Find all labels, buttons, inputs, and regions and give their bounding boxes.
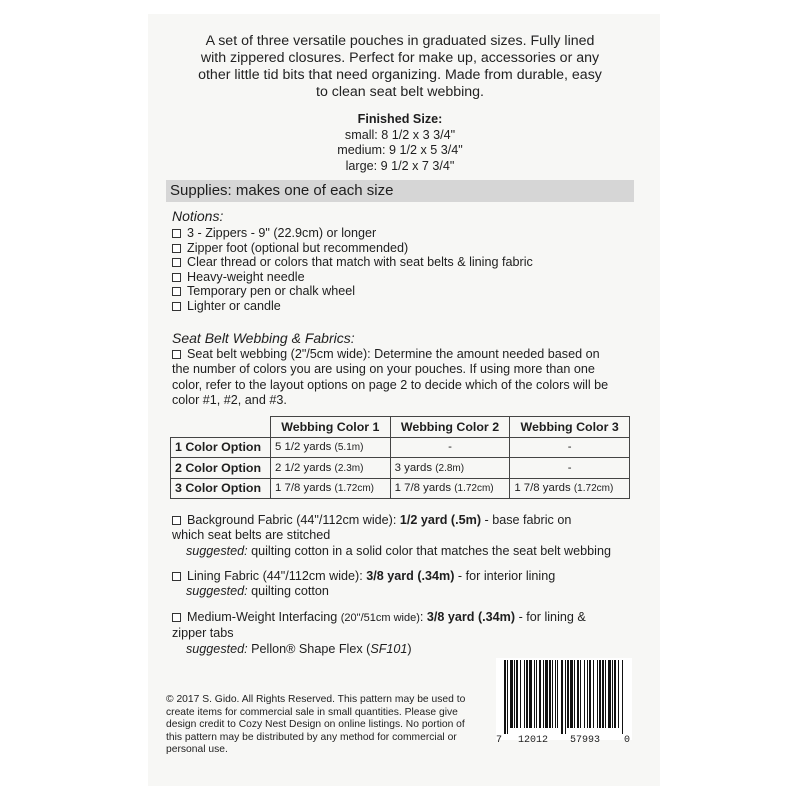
notion-text: Clear thread or colors that match with seat belts & lining fabric (187, 255, 533, 270)
yardage: 1 7/8 yards (275, 482, 332, 495)
barcode-bar (605, 660, 606, 728)
barcode-bar (536, 660, 537, 728)
suggestion-text: Pellon® Shape Flex ( (247, 641, 371, 656)
webbing-desc-line: color #1, #2, and #3. (172, 393, 287, 408)
table-cell (271, 437, 391, 458)
barcode-bar (612, 660, 613, 728)
yardage: 3 yards (394, 461, 433, 474)
barcode-bar (584, 660, 585, 728)
table-cell (390, 478, 510, 499)
metric: (1.72cm) (573, 483, 614, 495)
table-cell: - (510, 458, 630, 479)
webbing-title: Seat Belt Webbing & Fabrics: (172, 330, 355, 346)
fabric-width: (20"/51cm wide) (340, 612, 420, 624)
intro-line: with zippered closures. Perfect for make up, accessories or any (200, 50, 600, 66)
barcode-bar (608, 660, 611, 728)
barcode-bar (516, 660, 518, 728)
webbing-description (172, 347, 632, 409)
list-item (172, 299, 533, 314)
copyright-line: this pattern may be distributed by any method for commercial or (166, 731, 457, 743)
barcode-bar (567, 660, 569, 728)
metric: (5.1m) (334, 442, 364, 454)
barcode-lead-digit: 7 (496, 735, 503, 746)
fabric-line (172, 569, 628, 584)
finished-size-small: small: 8 1/2 x 3 3/4" (344, 127, 456, 142)
barcode-bar (593, 660, 594, 728)
fabric-text: - for interior lining (454, 569, 556, 583)
fabric-line: which seat belts are stitched (172, 528, 331, 543)
table-cell (390, 458, 510, 479)
barcode-bar (622, 660, 623, 734)
barcode-bar (504, 660, 506, 734)
table-row (171, 458, 630, 479)
finished-size-title: Finished Size: (357, 112, 443, 126)
row-label: 3 Color Option (171, 478, 271, 499)
fabric-text: Medium-Weight Interfacing (187, 610, 341, 624)
table-corner (171, 417, 271, 438)
notion-text: Lighter or candle (187, 298, 281, 313)
webbing-options-table (170, 416, 630, 499)
barcode-bar (545, 660, 548, 728)
metric: (2.3m) (334, 462, 364, 474)
fabric-text: - base fabric on (481, 513, 572, 527)
table-header: Webbing Color 1 (271, 417, 391, 438)
supplies-heading: Supplies: makes one of each size (166, 180, 634, 202)
barcode-bar (565, 660, 566, 734)
checkbox-icon[interactable] (172, 287, 181, 296)
yardage: 1 7/8 yards (514, 482, 571, 495)
table-cell (271, 458, 391, 479)
barcode-bar (552, 660, 553, 728)
yardage: 5 1/2 yards (275, 441, 332, 454)
metric: (1.72cm) (334, 483, 374, 495)
list-item (172, 270, 533, 285)
barcode-bar (555, 660, 556, 728)
metric: (2.8m) (435, 462, 465, 474)
barcode-bar (539, 660, 541, 728)
suggestion-line (172, 584, 628, 599)
fabric-text: Lining Fabric (44"/112cm wide): (187, 569, 367, 583)
copyright-line: personal use. (166, 744, 228, 756)
suggestion-text: ) (407, 641, 412, 656)
fabric-line (172, 513, 628, 528)
copyright-line: © 2017 S. Gido. All Rights Reserved. This pattern may be used to (166, 694, 466, 705)
yardage: 1 7/8 yards (394, 482, 452, 495)
checkbox-icon[interactable] (172, 350, 181, 359)
barcode-right-digits: 57993 (570, 735, 601, 746)
barcode-bar (597, 660, 598, 728)
row-label: 1 Color Option (171, 437, 271, 458)
suggestion-line (172, 544, 628, 559)
barcode-bar (580, 660, 581, 728)
table-cell (510, 478, 630, 499)
notion-text: 3 - Zippers - 9" (22.9cm) or longer (187, 226, 377, 240)
checkbox-icon[interactable] (172, 273, 181, 282)
row-label: 2 Color Option (171, 458, 271, 479)
barcode-bar (602, 660, 604, 728)
barcode-bars (500, 660, 628, 734)
intro-paragraph (172, 33, 628, 101)
finished-size-medium: medium: 9 1/2 x 5 3/4" (337, 143, 463, 157)
suggestion-text: quilting cotton (247, 584, 329, 599)
fabric-amount: 3/8 yard (.34m) (366, 569, 455, 583)
intro-line: other little tid bits that need organizing. Made from durable, easy (198, 67, 602, 83)
checkbox-icon[interactable] (172, 258, 181, 267)
table-header-row (171, 417, 630, 438)
intro-line: A set of three versatile pouches in graduated sizes. Fully lined (205, 33, 595, 49)
table-cell: - (390, 437, 510, 458)
notion-text: Temporary pen or chalk wheel (187, 284, 355, 299)
barcode-check-digit: 0 (624, 735, 631, 746)
fabric-text: : (419, 610, 427, 624)
checkbox-icon[interactable] (172, 244, 181, 253)
barcode-bar (529, 660, 532, 728)
suggestion-text: quilting cotton in a solid color that matches the seat belt webbing (247, 543, 611, 558)
copyright-line: design credit to Cozy Nest Design on online listings. No portion of (166, 719, 465, 731)
webbing-desc-line (172, 347, 632, 362)
list-item (172, 226, 533, 241)
barcode-bar (507, 660, 508, 734)
barcode-bar (570, 660, 573, 728)
table-header: Webbing Color 2 (390, 417, 510, 438)
suggested-label: suggested: (186, 543, 248, 558)
checkbox-icon[interactable] (172, 572, 181, 581)
barcode-bar (514, 660, 515, 728)
copyright-notice (166, 694, 482, 757)
list-item (172, 241, 533, 256)
fabric-amount: 3/8 yard (.34m) (426, 610, 516, 624)
webbing-desc-line: color, refer to the layout options on page 2 to decide which of the colors will be (172, 377, 609, 392)
notion-text: Zipper foot (optional but recommended) (187, 240, 409, 255)
barcode-bar (577, 660, 579, 728)
table-cell: - (510, 437, 630, 458)
table-row (171, 478, 630, 499)
intro-line: to clean seat belt webbing. (316, 84, 484, 100)
suggested-label: suggested: (186, 584, 248, 599)
barcode-bar (614, 660, 616, 728)
barcode-bar (520, 660, 521, 728)
barcode-bar (557, 660, 558, 728)
fabric-text: - for lining & (515, 610, 586, 624)
product-code: SF101 (370, 641, 408, 656)
yardage: 2 1/2 yards (275, 461, 332, 474)
checkbox-icon[interactable] (172, 516, 181, 525)
checkbox-icon[interactable] (172, 613, 181, 622)
barcode-bar (549, 660, 551, 728)
upc-barcode (496, 658, 632, 746)
notions-list (172, 226, 533, 314)
lining-fabric-item (172, 569, 628, 600)
fabric-line (172, 610, 628, 626)
barcode-bar (599, 660, 601, 728)
barcode-bar (618, 660, 619, 728)
table-header: Webbing Color 3 (510, 417, 630, 438)
finished-size-large: large: 9 1/2 x 7 3/4" (345, 158, 455, 173)
webbing-desc-text: Seat belt webbing (2"/5cm wide): Determine the amount needed based on (187, 347, 600, 361)
list-item (172, 255, 533, 270)
copyright-line: create items for commercial sale in small quantities. Please give (166, 706, 458, 718)
checkbox-icon[interactable] (172, 302, 181, 311)
barcode-bar (534, 660, 535, 728)
table-cell (271, 478, 391, 499)
barcode-bar (574, 660, 575, 728)
fabric-text: Background Fabric (44"/112cm wide): (187, 513, 400, 527)
barcode-bar (526, 660, 528, 728)
fabric-line: zipper tabs (172, 626, 234, 641)
table-row (171, 437, 630, 458)
metric: (1.72cm) (454, 483, 494, 495)
barcode-bar (589, 660, 591, 728)
notion-text: Heavy-weight needle (187, 269, 305, 284)
fabric-amount: 1/2 yard (.5m) (399, 513, 482, 527)
barcode-bar (543, 660, 544, 728)
background-fabric-item (172, 513, 628, 559)
suggested-label: suggested: (186, 641, 248, 656)
barcode-bar (524, 660, 525, 728)
notions-title: Notions: (172, 208, 224, 224)
suggestion-line (172, 642, 628, 657)
list-item (172, 284, 533, 299)
barcode-left-digits: 12012 (518, 735, 549, 746)
interfacing-item (172, 610, 628, 657)
barcode-bar (561, 660, 563, 734)
barcode-bar (587, 660, 588, 728)
finished-size-block (172, 112, 628, 174)
barcode-bar (510, 660, 513, 728)
webbing-desc-line: the number of colors you are using on your pouches. If using more than one (172, 362, 595, 377)
checkbox-icon[interactable] (172, 229, 181, 238)
